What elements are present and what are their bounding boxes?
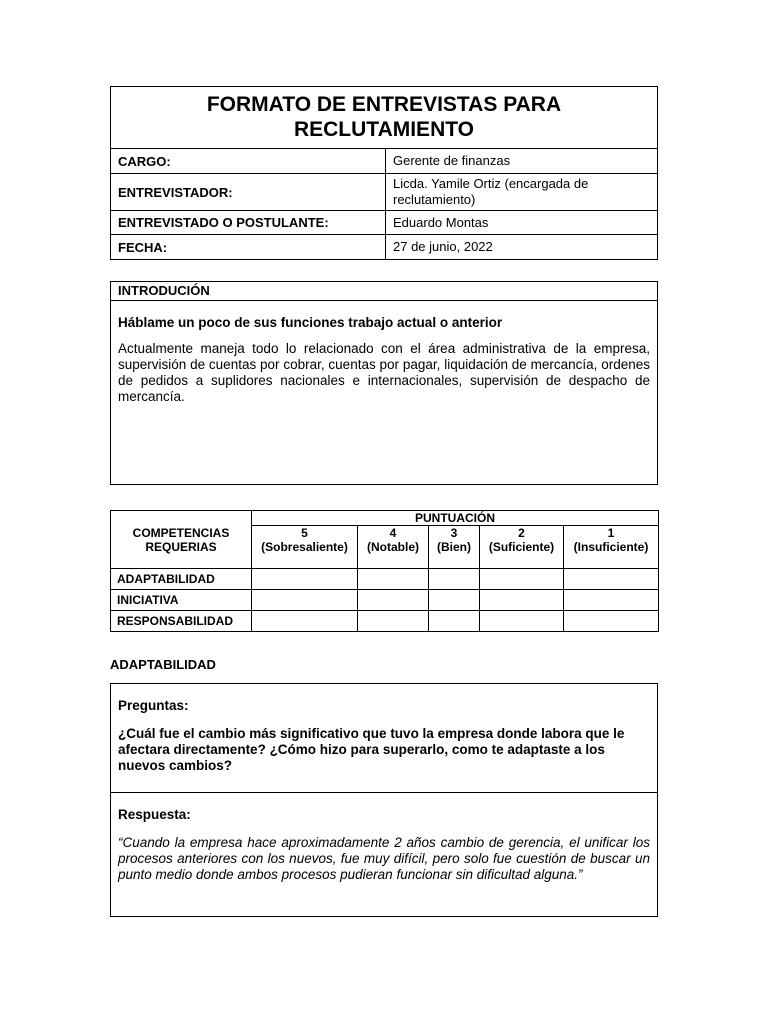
competencia-adaptabilidad: ADAPTABILIDAD	[111, 569, 252, 590]
form-title-line2: RECLUTAMIENTO	[293, 118, 475, 141]
adaptabilidad-section	[110, 683, 658, 917]
cargo-label: CARGO:	[111, 149, 386, 174]
level-3-num: 3	[450, 526, 458, 540]
level-5-num: 5	[301, 526, 308, 540]
competencia-responsabilidad: RESPONSABILIDAD	[111, 611, 252, 632]
cargo-value: Gerente de finanzas	[386, 149, 658, 174]
score-row-adaptabilidad	[111, 569, 659, 590]
score-row-responsabilidad	[111, 611, 659, 632]
fecha-row	[111, 235, 658, 260]
entrevistador-value: Licda. Yamile Ortiz (encargada de reclutamiento)	[386, 174, 658, 211]
adaptabilidad-answer: “Cuando la empresa hace aproximadamente 2 años cambio de gerencia, el unificar los procesos anteriores con los nuevos, fue muy difícil, pero solo fue cuestión de buscar un punto medio donde ambos procesos pudieran funcionar sin dificultad alguna.”	[118, 835, 650, 882]
level-5-label: (Sobresaliente)	[261, 540, 348, 554]
adaptabilidad-heading: ADAPTABILIDAD	[110, 657, 216, 672]
preguntas-label: Preguntas:	[118, 698, 189, 713]
respuesta-section	[111, 793, 657, 883]
puntuacion-header: PUNTUACIÓN	[252, 511, 659, 526]
level-2-num: 2	[518, 526, 525, 540]
level-2-label: (Suficiente)	[488, 540, 555, 554]
cargo-row	[111, 149, 658, 174]
score-cell[interactable]	[480, 569, 564, 590]
intro-section	[110, 281, 658, 485]
score-cell[interactable]	[358, 569, 429, 590]
score-cell[interactable]	[429, 611, 480, 632]
level-4-num: 4	[389, 526, 397, 540]
intro-question: Háblame un poco de sus funciones trabajo actual o anterior	[118, 315, 503, 330]
score-cell[interactable]	[480, 611, 564, 632]
level-4-label: (Notable)	[367, 540, 419, 554]
score-cell[interactable]	[252, 611, 358, 632]
entrevistador-row	[111, 174, 658, 211]
adaptabilidad-question: ¿Cuál fue el cambio más significativo que tuvo la empresa donde labora que le afectara directamente? ¿Cómo hizo para superarlo, como te adaptaste a los nuevos cambios?	[118, 726, 625, 773]
fecha-label: FECHA:	[111, 235, 386, 260]
level-1-num: 1	[607, 526, 615, 540]
intro-heading: INTRODUCIÓN	[111, 282, 657, 301]
intro-answer: Actualmente maneja todo lo relacionado con el área administrativa de la empresa, supervisión de cuentas por cobrar, cuentas por pagar, liquidación de mercancía, ordenes de pedidos a suplidores nacionales e internacionales, supervisión de despacho de mercancía.	[118, 341, 650, 404]
respuesta-label: Respuesta:	[118, 807, 191, 822]
score-table	[110, 510, 659, 632]
entrevistador-label: ENTREVISTADOR:	[111, 174, 386, 211]
competencias-header: COMPETENCIAS REQUERIAS	[111, 511, 252, 569]
level-3	[429, 526, 480, 569]
level-4	[358, 526, 429, 569]
form-title-line1: FORMATO DE ENTREVISTAS PARA	[206, 93, 562, 116]
score-cell[interactable]	[429, 590, 480, 611]
score-cell[interactable]	[564, 590, 659, 611]
competencia-iniciativa: INICIATIVA	[111, 590, 252, 611]
score-cell[interactable]	[358, 611, 429, 632]
form-title	[111, 87, 658, 149]
score-cell[interactable]	[480, 590, 564, 611]
score-cell[interactable]	[252, 569, 358, 590]
level-2	[480, 526, 564, 569]
fecha-value: 27 de junio, 2022	[386, 235, 658, 260]
level-1-label: (Insuficiente)	[573, 540, 649, 554]
entrevistado-label: ENTREVISTADO O POSTULANTE:	[111, 211, 386, 235]
level-3-label: (Bien)	[437, 540, 471, 554]
score-cell[interactable]	[252, 590, 358, 611]
score-cell[interactable]	[564, 569, 659, 590]
entrevistado-row	[111, 211, 658, 235]
preguntas-section	[111, 684, 657, 793]
score-cell[interactable]	[358, 590, 429, 611]
level-5	[252, 526, 358, 569]
score-cell[interactable]	[564, 611, 659, 632]
header-table	[110, 86, 658, 260]
entrevistado-value: Eduardo Montas	[386, 211, 658, 235]
level-1	[564, 526, 659, 569]
score-row-iniciativa	[111, 590, 659, 611]
score-cell[interactable]	[429, 569, 480, 590]
